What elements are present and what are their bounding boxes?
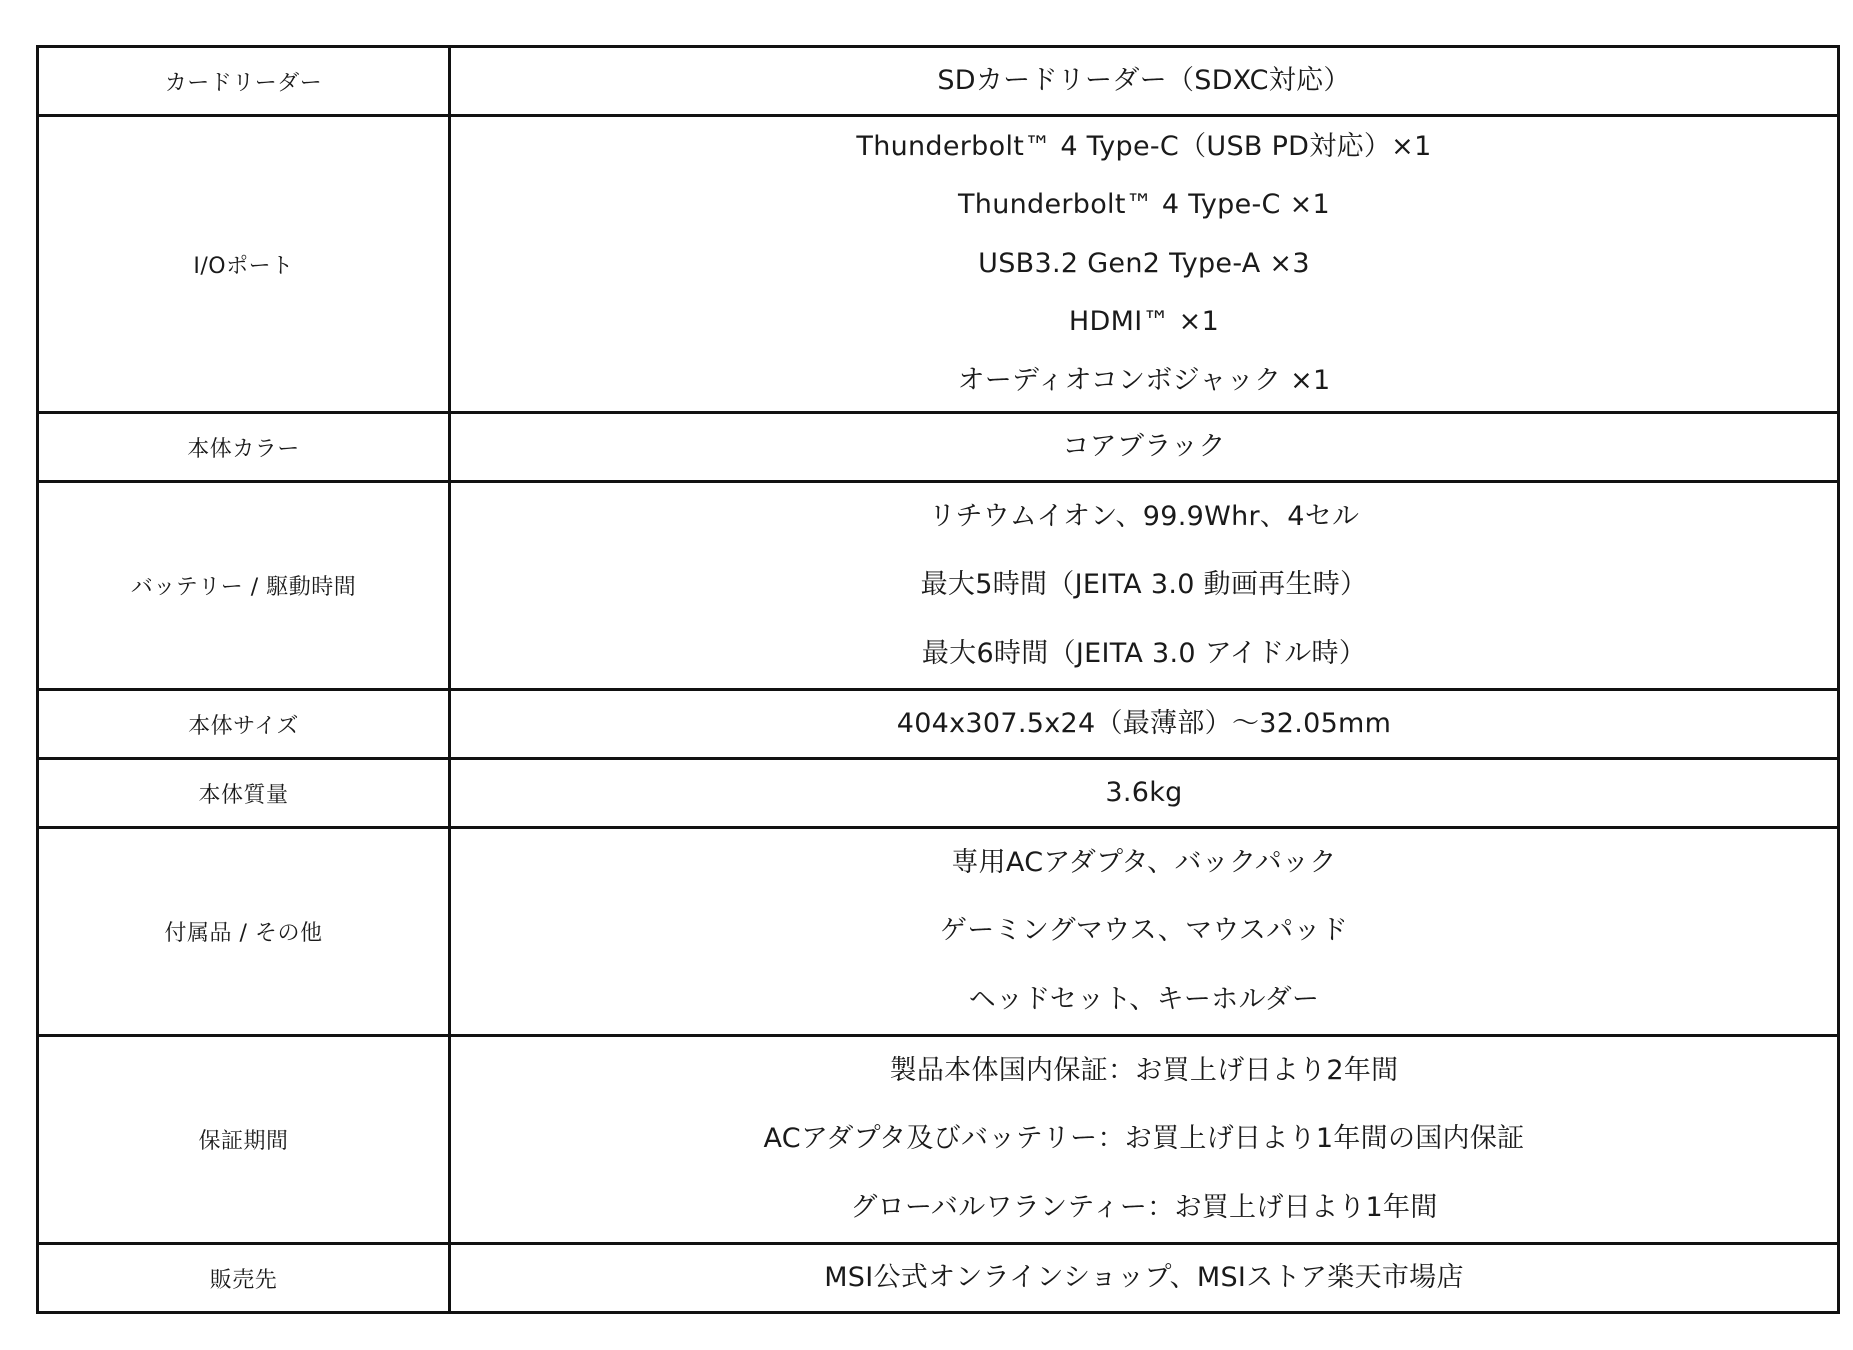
row-value — [450, 1244, 1839, 1313]
row-label: 本体カラー — [38, 413, 450, 482]
row-label: 保証期間 — [38, 1036, 450, 1244]
row-value — [450, 690, 1839, 759]
value-line: ゲーミングマウス、マウスパッド — [939, 915, 1349, 947]
row-label: バッテリー / 駆動時間 — [38, 482, 450, 690]
row-value — [450, 413, 1839, 482]
table-row — [38, 482, 1839, 690]
row-value — [450, 482, 1839, 690]
row-label: 付属品 / その他 — [38, 828, 450, 1036]
row-value — [450, 759, 1839, 828]
table-row — [38, 828, 1839, 1036]
table-row — [38, 116, 1839, 413]
value-line: 最大6時間（JEITA 3.0 アイドル時） — [921, 637, 1367, 669]
table-row — [38, 690, 1839, 759]
value-line: リチウムイオン、99.9Whr、4セル — [928, 500, 1360, 532]
row-value — [450, 116, 1839, 413]
row-label: カードリーダー — [38, 47, 450, 116]
value-line: コアブラック — [1062, 430, 1226, 462]
value-line: SDカードリーダー（SDXC対応） — [937, 64, 1351, 96]
row-label: I/Oポート — [38, 116, 450, 413]
value-line: グローバルワランティー：お買上げ日より1年間 — [850, 1191, 1438, 1223]
row-label: 販売先 — [38, 1244, 450, 1313]
row-label: 本体サイズ — [38, 690, 450, 759]
row-value — [450, 1036, 1839, 1244]
value-line: 最大5時間（JEITA 3.0 動画再生時） — [920, 569, 1368, 601]
value-line: ACアダプタ及びバッテリー：お買上げ日より1年間の国内保証 — [763, 1123, 1525, 1155]
table-row — [38, 1244, 1839, 1313]
table-row — [38, 759, 1839, 828]
table-row — [38, 413, 1839, 482]
value-line: 専用ACアダプタ、バックパック — [951, 846, 1337, 878]
table-row — [38, 47, 1839, 116]
row-value — [450, 828, 1839, 1036]
row-label: 本体質量 — [38, 759, 450, 828]
value-line: ヘッドセット、キーホルダー — [968, 983, 1320, 1015]
value-line: HDMI™ ×1 — [1068, 306, 1220, 338]
value-line: オーディオコンボジャック ×1 — [957, 364, 1331, 396]
value-line: MSI公式オンラインショップ、MSIストア楽天市場店 — [824, 1261, 1464, 1293]
value-line: Thunderbolt™ 4 Type-C（USB PD対応）×1 — [856, 131, 1432, 163]
value-line: USB3.2 Gen2 Type-A ×3 — [978, 247, 1310, 279]
value-line: 404x307.5x24（最薄部）～32.05mm — [896, 707, 1392, 739]
value-line: 3.6kg — [1105, 776, 1183, 808]
table-row — [38, 1036, 1839, 1244]
row-value — [450, 47, 1839, 116]
spec-table — [36, 45, 1840, 1314]
value-line: Thunderbolt™ 4 Type-C ×1 — [958, 189, 1330, 221]
value-line: 製品本体国内保証：お買上げ日より2年間 — [889, 1054, 1399, 1086]
